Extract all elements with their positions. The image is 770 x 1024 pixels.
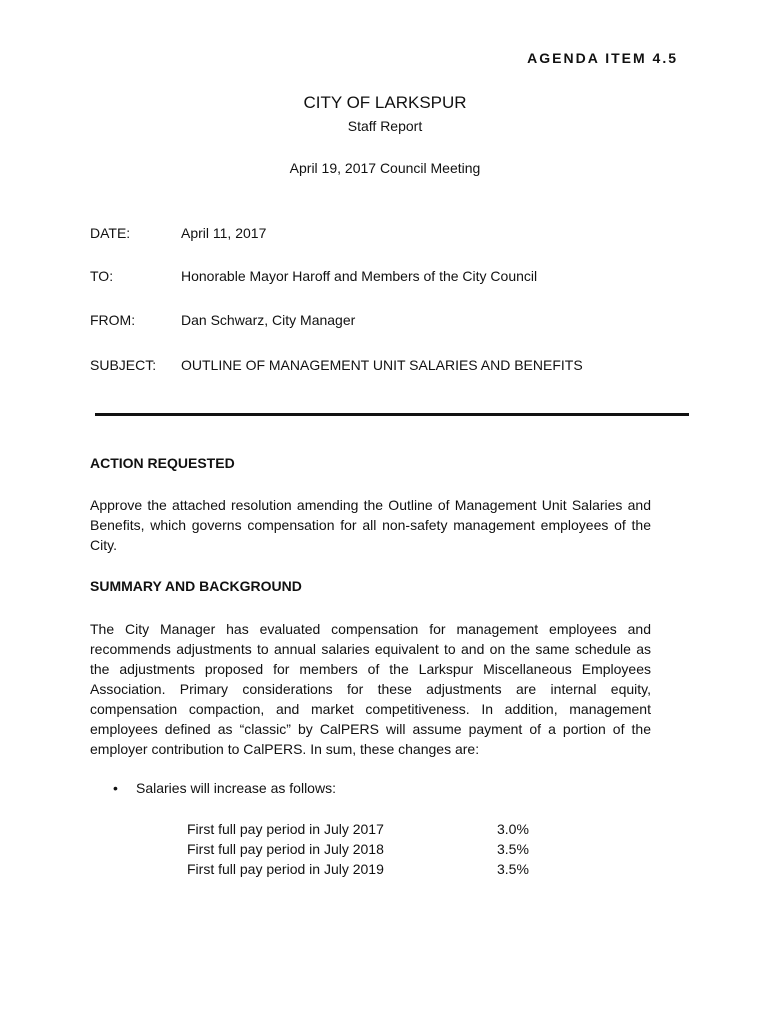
salary-period: First full pay period in July 2019 xyxy=(187,861,384,877)
salary-percent: 3.5% xyxy=(497,841,529,857)
subject-label: SUBJECT: xyxy=(90,357,157,373)
agenda-item-label: AGENDA ITEM 4.5 xyxy=(527,50,678,66)
action-requested-heading: ACTION REQUESTED xyxy=(90,455,235,471)
bullet-text: Salaries will increase as follows: xyxy=(136,780,336,796)
from-label: FROM: xyxy=(90,312,136,328)
to-value: Honorable Mayor Haroff and Members of the City Council xyxy=(181,268,538,284)
city-title: CITY OF LARKSPUR xyxy=(303,93,467,112)
action-requested-text: Approve the attached resolution amending the Outline of Management Unit Salaries and Benefits, which governs compensation for all non-safety management employees of the City. xyxy=(90,497,651,553)
summary-text: The City Manager has evaluated compensation for management employees and recommends adjustments to annual salaries equivalent to and on the same schedule as the adjustments proposed for members of the Larkspur Miscellaneous Employees Association. Primary considerations for these adjustments are internal equity, compensation compaction, and market competitiveness. In addition, management employees defined as “classic” by CalPERS will assume payment of a portion of the employer contribution to CalPERS. In sum, these changes are: xyxy=(90,621,651,757)
to-label: TO: xyxy=(90,268,114,284)
summary-heading: SUMMARY AND BACKGROUND xyxy=(90,578,302,594)
salary-percent: 3.0% xyxy=(497,821,529,837)
salary-period: First full pay period in July 2017 xyxy=(187,821,384,837)
report-type: Staff Report xyxy=(347,118,423,134)
date-label: DATE: xyxy=(90,225,131,241)
from-value: Dan Schwarz, City Manager xyxy=(181,312,356,328)
header-divider xyxy=(95,413,689,416)
meeting-date: April 19, 2017 Council Meeting xyxy=(289,160,481,176)
subject-value: OUTLINE OF MANAGEMENT UNIT SALARIES AND BENEFITS xyxy=(181,357,583,373)
bullet-icon: • xyxy=(113,780,118,796)
date-value: April 11, 2017 xyxy=(181,225,267,241)
salary-percent: 3.5% xyxy=(497,861,529,877)
salary-period: First full pay period in July 2018 xyxy=(187,841,384,857)
